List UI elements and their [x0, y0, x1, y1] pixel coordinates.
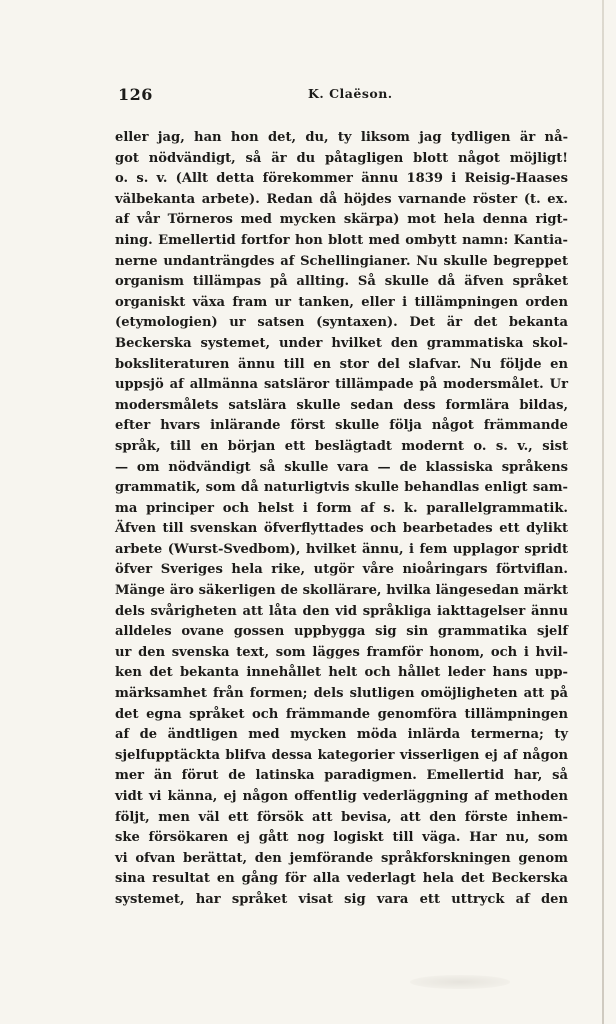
text-line: vidt vi känna, ej någon offentlig vederläggning af methoden: [115, 789, 568, 804]
page-header: [118, 85, 558, 109]
page-edge-shadow: [602, 0, 604, 1024]
text-line: organism tillämpas på allting. Så skulle då äfven språket: [115, 274, 568, 290]
text-line: af de ändtligen med mycken möda inlärda termerna; ty: [115, 727, 568, 743]
page-smudge: [410, 975, 510, 989]
running-head: K. Claëson.: [308, 86, 393, 101]
text-line: öfver Sveriges hela rike, utgör våre nioåringars förtviflan.: [115, 562, 568, 578]
text-line: Mänge äro säkerligen de skollärare, hvilka längesedan märkt: [115, 583, 568, 599]
text-line: ning. Emellertid fortfor hon blott med ombytt namn: Kantia-: [115, 232, 568, 248]
body-text: [115, 128, 568, 911]
text-line: märksamhet från formen; dels slutligen omöjligheten att på: [115, 686, 568, 702]
text-line: (etymologien) ur satsen (syntaxen). Det är det bekanta: [115, 315, 568, 331]
text-line: följt, men väl ett försök att bevisa, att den förste inhem-: [115, 809, 568, 825]
text-line: Äfven till svenskan öfverflyttades och bearbetades ett dylikt: [115, 521, 568, 537]
text-line: efter hvars inlärande först skulle följa något främmande: [115, 418, 568, 434]
text-line: boksliteraturen ännu till en stor del slafvar. Nu följde en: [115, 356, 568, 372]
text-line: eller jag, han hon det, du, ty liksom jag tydligen är nå-: [115, 130, 568, 145]
text-line: ma principer och helst i form af s. k. parallelgrammatik.: [115, 500, 568, 516]
text-line: välbekanta arbete). Redan då höjdes varnande röster (t. ex.: [115, 191, 568, 207]
text-line: alldeles ovane gossen uppbygga sig sin grammatika sjelf: [115, 624, 568, 640]
text-line: got nödvändigt, så är du påtagligen blott något möjligt!: [115, 150, 568, 166]
text-line: o. s. v. (Allt detta förekommer ännu 1839 i Reisig-Haases: [115, 171, 568, 187]
text-line: — om nödvändigt så skulle vara — de klassiska språkens: [115, 459, 568, 475]
text-line: det egna språket och främmande genomföra tillämpningen: [115, 706, 568, 722]
text-line: ske försökaren ej gått nog logiskt till väga. Har nu, som: [115, 830, 568, 846]
text-line: sjelfupptäckta blifva dessa kategorier visserligen ej af någon: [115, 747, 568, 763]
text-line: modersmålets satslära skulle sedan dess formlära bildas,: [115, 397, 568, 413]
text-line: ken det bekanta innehållet helt och hållet leder hans upp-: [115, 665, 568, 681]
text-line: språk, till en början ett beslägtadt modernt o. s. v., sist: [115, 438, 568, 454]
text-line: Beckerska systemet, under hvilket den grammatiska skol-: [115, 335, 568, 351]
text-line: grammatik, som då naturligtvis skulle behandlas enligt sam-: [115, 480, 568, 496]
text-line: organiskt växa fram ur tanken, eller i tillämpningen orden: [115, 294, 568, 310]
page-number: 126: [118, 85, 153, 104]
text-line: mer än förut de latinska paradigmen. Emellertid har, så: [115, 768, 568, 784]
text-line: sina resultat en gång för alla vederlagt hela det Beckerska: [115, 871, 568, 887]
text-line: af vår Törneros med mycken skärpa) mot hela denna rigt-: [115, 212, 568, 228]
text-line: uppsjö af allmänna satsläror tillämpade på modersmålet. Ur: [115, 377, 568, 393]
text-line: nerne undanträngdes af Schellingianer. Nu skulle begreppet: [115, 253, 568, 269]
text-line: ur den svenska text, som lägges framför honom, och i hvil-: [115, 644, 568, 660]
text-line: systemet, har språket visat sig vara ett uttryck af den: [115, 891, 568, 907]
text-line: dels svårigheten att låta den vid språkliga iakttagelser ännu: [115, 603, 568, 619]
text-line: arbete (Wurst-Svedbom), hvilket ännu, i fem upplagor spridt: [115, 541, 568, 557]
text-line: vi ofvan berättat, den jemförande språkforskningen genom: [115, 850, 568, 866]
